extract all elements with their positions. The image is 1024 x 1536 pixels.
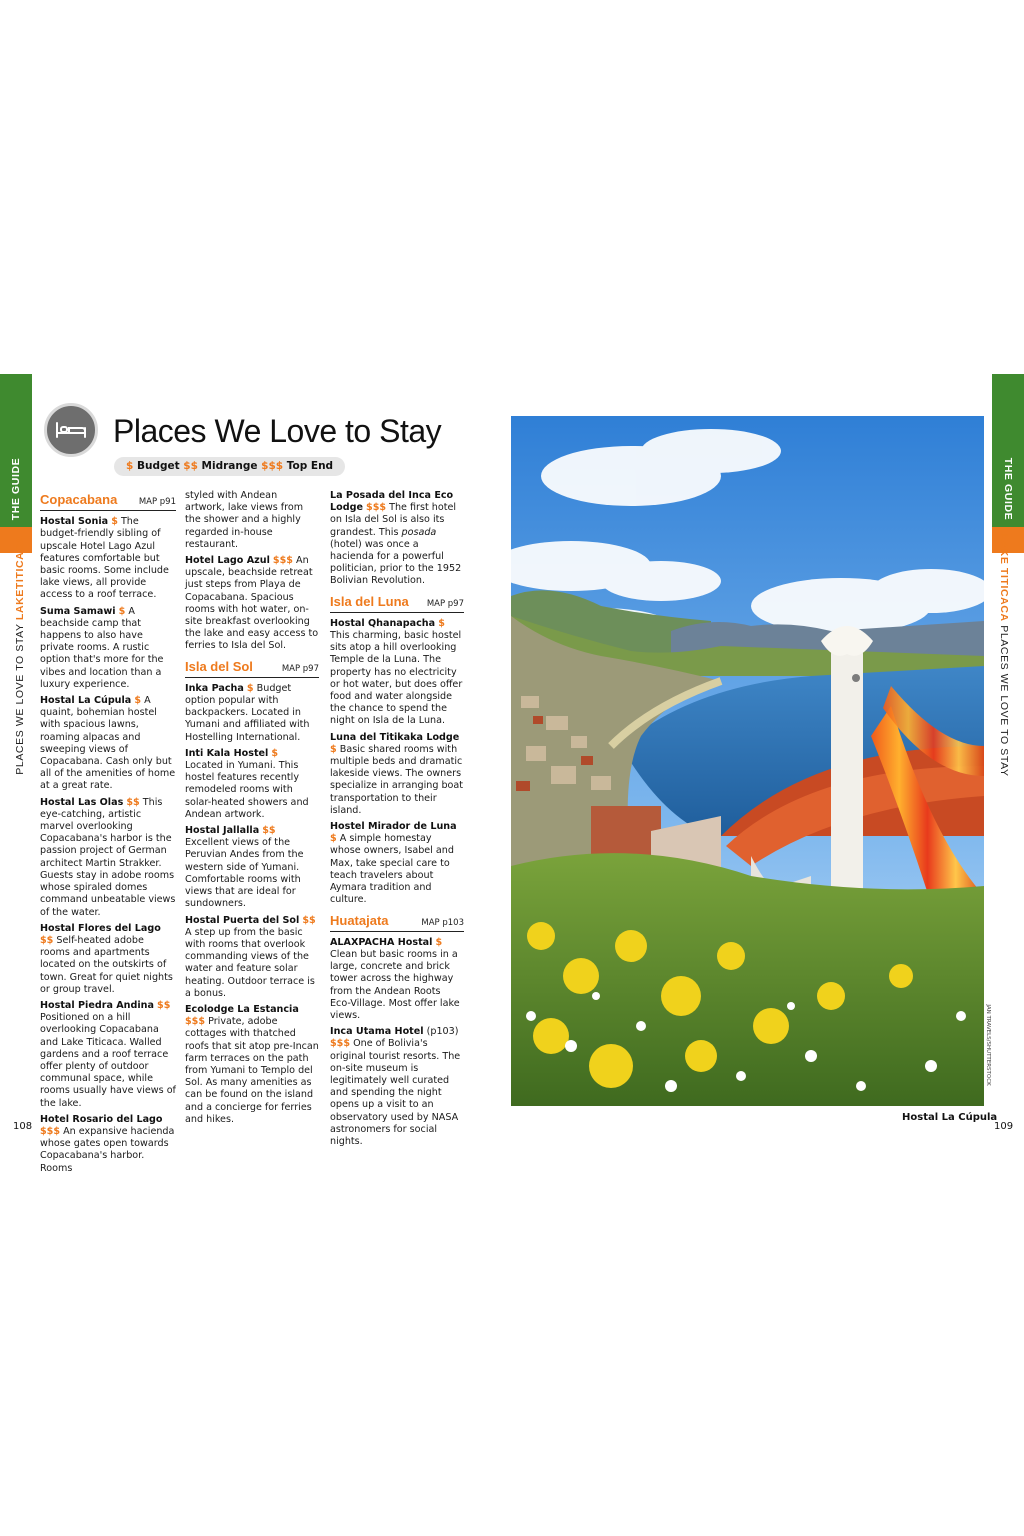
listing-price: $ xyxy=(111,516,118,528)
listing-description: Budget option popular with backpackers. Located in Yumani and affiliated with Hostelling International. xyxy=(185,682,310,743)
listing-name: Ecolodge La Estancia xyxy=(185,1003,299,1015)
hostel-photo xyxy=(511,416,984,1106)
listing-description: An upscale, beachside retreat just steps from Playa de Copacabana. Spacious rooms with hot water, on-site breakfast overlooking the lake and easy access to ferries to Isla del Sol. xyxy=(185,555,319,652)
listing-entry xyxy=(40,1114,176,1175)
listing-name: Hostal Jallalla xyxy=(185,825,260,837)
section-header-isla-de-la-luna xyxy=(330,593,464,613)
text-column-1 xyxy=(40,490,176,1179)
map-reference: MAP p103 xyxy=(421,917,464,928)
listing-price: $ xyxy=(246,682,254,694)
listing-price: $$ xyxy=(126,796,140,808)
listing-description-part: The first hotel on Isla del Sol is also its grandest. This xyxy=(330,502,457,538)
listing-price: $$$ xyxy=(330,1038,351,1050)
section-header-isla-del-sol xyxy=(185,658,319,678)
listing-name: Hotel Rosario del Lago xyxy=(40,1113,163,1125)
photo-caption: Hostal La Cúpula xyxy=(902,1112,998,1123)
listing-page-ref: (p103) xyxy=(423,1026,459,1038)
listing-price: $ xyxy=(134,695,142,707)
listing-price: $ xyxy=(330,743,337,755)
listing-name: Inka Pacha xyxy=(185,682,244,694)
legend-topend-symbol: $$$ xyxy=(261,460,284,472)
listing-name: Hostal Piedra Andina xyxy=(40,999,154,1011)
section-title: Huatajata xyxy=(330,912,389,928)
listing-entry xyxy=(40,923,176,996)
legend-budget-label: Budget xyxy=(133,460,184,472)
listing-price: $ xyxy=(118,605,126,617)
listing-price: $ xyxy=(271,747,279,759)
listing-description: A quaint, bohemian hostel with spacious lawns, roaming alpacas and sweeping views of Copacabana. Cash only but all of the amenities of home at a great rate. xyxy=(40,695,176,792)
listing-description-part: (hotel) was once a hacienda for a powerful politician, prior to the 1952 Bolivian Revolution. xyxy=(330,538,462,587)
listing-entry xyxy=(185,825,319,910)
right-tab-guide-label: THE GUIDE xyxy=(1002,457,1014,521)
listing-name: ALAXPACHA Hostal xyxy=(330,936,433,948)
listing-entry xyxy=(330,732,464,817)
section-title: Isla del Sol xyxy=(185,658,253,674)
listing-description: Self-heated adobe rooms and apartments located on the outskirts of town. Great for quiet nights or group travel. xyxy=(40,934,173,995)
right-tab-guide xyxy=(992,374,1024,527)
listing-name: Suma Samawi xyxy=(40,605,116,617)
map-reference: MAP p97 xyxy=(426,598,464,609)
listing-list xyxy=(330,937,464,1148)
left-tab-guide-label: THE GUIDE xyxy=(10,457,22,521)
left-running-header-region: LAKETITICACA xyxy=(14,535,26,621)
listing-description: This eye-catching, artistic marvel overlooking Copacabana's harbor is the passion project of German architect Martin Strakker. Guests stay in adobe rooms whose spiraled domes command unbeatable views of the water. xyxy=(40,796,176,918)
listing-price: $$$ xyxy=(272,555,293,567)
listing-price: $$$ xyxy=(185,1016,206,1028)
left-tab-guide xyxy=(0,374,32,527)
listing-price: $$ xyxy=(40,934,54,946)
listing-entry xyxy=(330,618,464,728)
listing-name: La Posada del Inca Eco Lodge xyxy=(330,490,454,514)
right-running-header xyxy=(998,533,1010,776)
map-reference: MAP p91 xyxy=(138,497,176,507)
listing-description: Positioned on a hill overlooking Copacabana and Lake Titicaca. Walled gardens and a roof terrace offer plenty of outdoor communal space, while rooms usually have views of the lake. xyxy=(40,1012,176,1109)
listing-list xyxy=(330,618,464,907)
listing-name: Hostal Sonia xyxy=(40,516,109,528)
left-running-header-title: PLACES WE LOVE TO STAY xyxy=(14,620,26,775)
listing-entry xyxy=(330,1026,464,1148)
right-running-header-title: PLACES WE LOVE TO STAY xyxy=(998,621,1010,777)
listing-price: $ xyxy=(330,833,337,845)
listing-list xyxy=(185,683,319,1126)
listing-description: An expansive hacienda whose gates open towards Copacabana's harbor. Rooms xyxy=(40,1125,175,1174)
text-column-3 xyxy=(330,490,464,1152)
listing-name: Luna del Titikaka Lodge xyxy=(330,731,460,743)
listing-entry xyxy=(185,683,319,744)
continued-text: styled with Andean artwork, lake views from the shower and a highly regarded in-house restaurant. xyxy=(185,490,304,550)
listing-description: Located in Yumani. This hostel features recently remodeled rooms with solar-heated showers and Andean artwork. xyxy=(185,760,309,820)
listing-name: Hostel Mirador de Luna xyxy=(330,821,457,833)
listing-entry xyxy=(185,915,319,1000)
text-column-2 xyxy=(185,490,319,1130)
listing-price: $$ xyxy=(262,825,276,837)
listing-entry xyxy=(40,797,176,919)
listing-description: This charming, basic hostel sits atop a hill overlooking Temple de la Luna. The property has no electricity or hot water, but does offer food and water alongside the chance to spend the night on Isla de la Luna. xyxy=(330,630,463,727)
legend-topend-label: Top End xyxy=(283,460,334,472)
page-title: Places We Love to Stay xyxy=(113,413,442,449)
map-reference: MAP p97 xyxy=(281,663,319,674)
listing-price: $$ xyxy=(302,914,316,926)
listing-description: One of Bolivia's original tourist resorts. The on-site museum is legitimately well curated and spending the night opens up a visit to an observatory used by NASA astronomers for social nights. xyxy=(330,1038,461,1147)
listing-name: Hostal La Cúpula xyxy=(40,695,132,707)
listing-entry xyxy=(185,748,319,821)
listing-list xyxy=(185,555,319,653)
listing-description: Clean but basic rooms in a large, concrete and brick tower across the highway from the Andean Roots Eco-Village. Most offer lake views. xyxy=(330,948,460,1021)
listing-list xyxy=(40,516,176,1175)
listing-name: Inti Kala Hostel xyxy=(185,747,269,759)
listing-entry xyxy=(330,821,464,906)
listing-description: A beachside camp that happens to also have private rooms. A rustic option that's more for the vibes and location than a luxury experience. xyxy=(40,605,164,690)
section-title: Copacabana xyxy=(40,492,118,507)
listing-price: $$$ xyxy=(366,502,387,514)
listing-entry xyxy=(185,1004,319,1126)
listing-name: Hostal Puerta del Sol xyxy=(185,914,300,926)
listing-entry xyxy=(330,937,464,1022)
section-header-huatajata xyxy=(330,912,464,932)
listing-description: The budget-friendly sibling of upscale Hotel Lago Azul features comfortable but basic rooms. Some include lake views, all provide access to a roof terrace. xyxy=(40,516,169,601)
listing-entry xyxy=(40,695,176,793)
listing-price: $ xyxy=(435,936,443,948)
listing-entry xyxy=(185,555,319,653)
listing-entry xyxy=(40,516,176,601)
page-number-right: 109 xyxy=(994,1121,1014,1132)
listing-name: Hostal Las Olas xyxy=(40,796,124,808)
legend-midrange-label: Midrange xyxy=(197,460,262,472)
listing-description xyxy=(330,502,461,586)
listing-name: Hostal Flores del Lago xyxy=(40,922,161,934)
listing-description: A simple homestay whose owners, Isabel and Max, take special care to teach travelers about Aymara tradition and culture. xyxy=(330,833,454,906)
legend-midrange-symbol: $$ xyxy=(183,460,198,472)
listing-name: Hotel Lago Azul xyxy=(185,555,270,567)
page-number-left: 108 xyxy=(13,1121,33,1132)
left-running-header xyxy=(14,535,26,774)
listing-description: Basic shared rooms with multiple beds and dramatic lakeside views. The owners specialize in arranging boat transportation to their island. xyxy=(330,743,464,816)
bed-icon xyxy=(44,403,98,457)
listing-description: Excellent views of the Peruvian Andes from the western side of Yumani. Comfortable rooms with views that are ideal for sundowners. xyxy=(185,837,304,910)
listing-price: $$$ xyxy=(40,1125,61,1137)
right-running-header-region: LAKE TITICACA xyxy=(998,533,1010,622)
legend-budget-symbol: $ xyxy=(126,460,134,472)
section-header-copacabana xyxy=(40,494,176,511)
listing-entry xyxy=(330,490,464,588)
listing-description: A step up from the basic with rooms that overlook commanding views of the water and feature solar heating. Outdoor terrace is a bonus. xyxy=(185,926,315,999)
price-legend xyxy=(114,457,345,476)
listing-description-italic: posada xyxy=(401,526,437,538)
listing-name: Inca Utama Hotel xyxy=(330,1026,424,1038)
listing-price: $ xyxy=(438,617,445,629)
listing-entry xyxy=(40,606,176,691)
section-title: Isla del Luna xyxy=(330,593,409,609)
listing-name: Hostal Qhanapacha xyxy=(330,617,436,629)
listing-description: Private, adobe cottages with thatched roofs that sit atop pre-Incan farm terraces on the path from Yumani to Templo del Sol. As many amenities as can be found on the island and a concierge for ferries and hikes. xyxy=(185,1016,319,1125)
listing-price: $$ xyxy=(157,999,171,1011)
listing-entry xyxy=(40,1000,176,1110)
photo-credit: JAN TRAVELS/SHUTTERSTOCK xyxy=(985,1004,991,1086)
